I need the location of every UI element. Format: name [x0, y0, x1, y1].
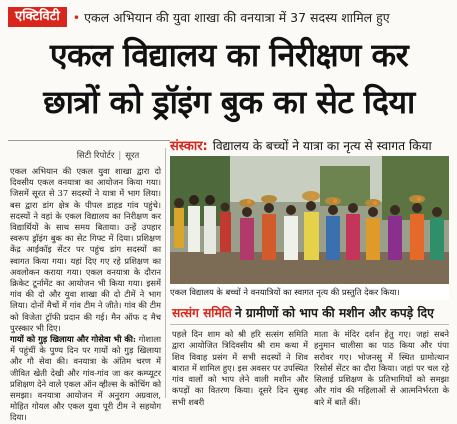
news-photo	[170, 156, 449, 284]
second-story-headline	[172, 304, 449, 321]
byline-separator: |	[118, 151, 122, 161]
kicker-text: एकल अभियान की युवा शाखा की वनयात्रा में 37 सदस्य शामिल हुए	[84, 9, 390, 25]
dance-photo-illustration	[170, 156, 449, 284]
photo-caption: एकल विद्यालय के बच्चों ने वनयात्रियों का स्वागत नृत्य की प्रस्तुति देकर किया।	[170, 284, 449, 300]
bullet-icon: •	[72, 9, 81, 25]
second-story-divider	[170, 324, 449, 325]
main-story-paragraph-2: गोशाला में पहुंचीं के पुण्य दिन पर गायों को गुड़ खिलाया और गौ सेवा की। वनयात्रा के अंतिम चरण में जीवित खेती देखी और गांव-गांव जा कर कम्प्यूटर प्रशिक्षण देने वाले एकल ऑन व्हील्स के कोचिंग को समझा। वनयात्रा आयोजन में अनुराग अग्रवाल, मोहित गोयल और एकल युवा पूरी टीम ने सहयोग दिया।	[10, 334, 161, 423]
reporter: सिटी रिपोर्टर	[76, 151, 115, 161]
section-tag: एक्टिविटी	[8, 7, 67, 27]
main-story-subhead: गायों को गुड़ खिलाया और गोसेवा भी की:	[10, 334, 136, 345]
kicker	[73, 9, 390, 26]
photo-header	[170, 134, 449, 156]
second-story-label: सत्संग समिति	[172, 306, 232, 320]
photo-label: संस्कार:	[170, 139, 208, 154]
dateline-city: सूरत	[125, 151, 140, 161]
main-story-column	[10, 166, 161, 423]
main-story-paragraph-1: एकल अभियान की एकल युवा शाखा द्वारा दो दिवसीय एकल वनयात्रा का आयोजन किया गया। जिसमें सूरत से 37 सदस्यों ने यात्रा में भाग लिया। बस द्वारा डांग क्षेत्र के पीपल डाहड गांव पहुंचे। सदस्यों ने वहां के एकल विद्यालय का निरीक्षण कर विद्यार्थियों के साथ समय बिताया। उन्हें उपहार स्वरूप ड्रॉइंग बुक का सेट गिफ्ट में दिया। प्रशिक्षण केंद्र आईकॉइ सेंटर पर पहुंच डांग सदस्यों का स्वागत किया गया। यहां दिए गए रहे प्रशिक्षण का अवलोकन कराया गया। एकल वनयात्रा के दौरान क्रिकेट टूर्नामेंट का आयोजन भी किया गया। इसमें गांव की दो और युवा शाखा की दो टीमें ने भाग लिया। दोनों मैचों में गांव टीम ने जीते। गांव की टीम को विजेता ट्रॉफी प्रदान की गई। मैन ऑफ द मैच पुरस्कार भी दिए।	[10, 166, 161, 333]
headline	[6, 32, 452, 126]
top-strip	[8, 6, 449, 28]
second-story-column-2: माता के मंदिर दर्शन हेतु गए। जहां सबने हनुमान चालीसा का पाठ किया और पंपा सरोवर गए। भोजनसु में स्थित ग्रामोत्थान रिसोर्स सेंटर का दौरा किया। जहां पर चल रहे सिलाई प्रशिक्षण के प्रतिभागियों को समझा और गांव की महिलाओं से आत्मनिर्भरता के बारे में बातें कीं।	[314, 329, 449, 407]
second-story-column-1: पहले दिन शाम को श्री हरि सत्संग समिति द्वारा आयोजित त्रिदिवसीय श्री राम कथा में शिव विवाह प्रसंग में सभी सदस्यों ने शिव बारात में शामिल हुए। इस अवसर पर उपस्थित गांव वालों को भाप लेने वाली मशीन और कपड़ों का वितरण किया। दूसरे दिन सुबह सभी शबरी	[172, 329, 308, 407]
column-divider	[165, 148, 166, 398]
second-story-title: ने ग्रामीणों को भाप की मशीन और कपड़े दिए	[234, 306, 434, 320]
photo-title: विद्यालय के बच्चों ने यात्रा का नृत्य से स्वागत किया	[212, 138, 432, 153]
headline-line-1: एकल विद्यालय का निरीक्षण कर	[49, 36, 409, 74]
headline-line-2: छात्रों को ड्रॉइंग बुक का सेट दिया	[43, 83, 415, 121]
